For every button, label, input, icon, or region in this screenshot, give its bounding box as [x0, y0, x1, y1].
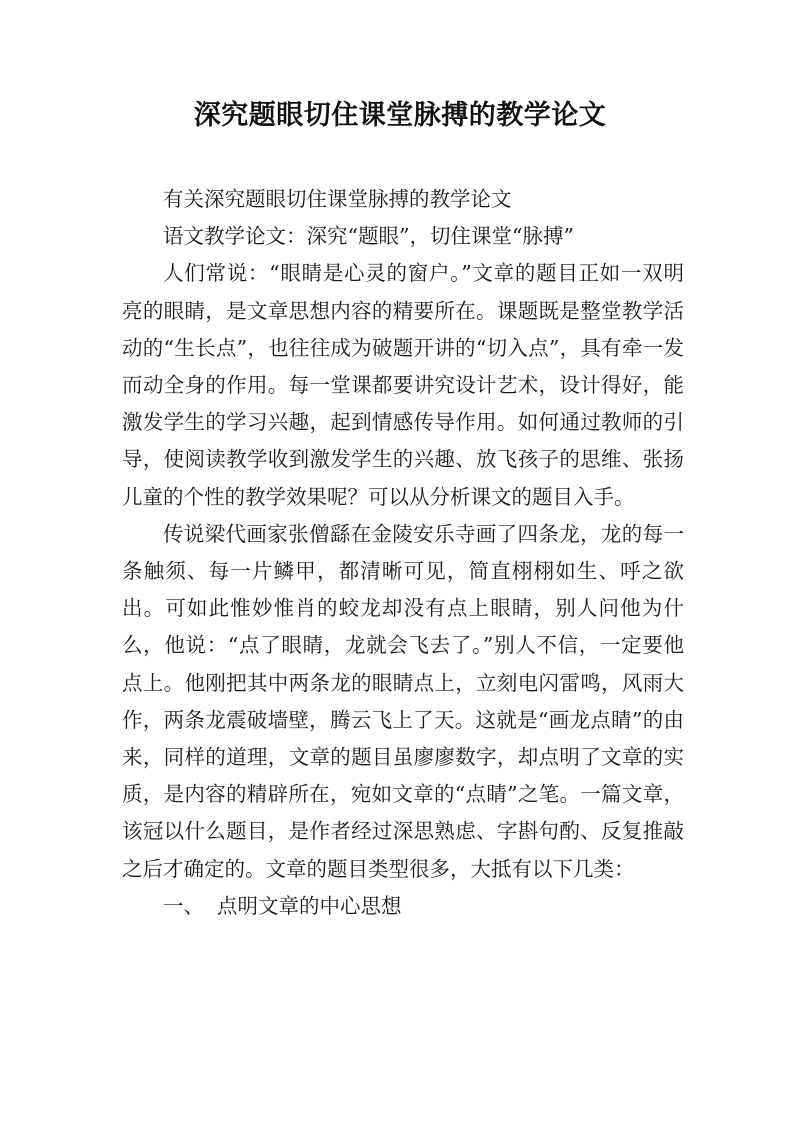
document-title: 深究题眼切住课堂脉搏的教学论文 — [193, 100, 607, 131]
paragraph-legend: 传说梁代画家张僧繇在金陵安乐寺画了四条龙，龙的每一条触须、每一片鳞甲，都清晰可见，简直栩栩如生、呼之欲出。可如此惟妙惟肖的蛟龙却没有点上眼睛，别人问他为什么，他说：“点了眼睛，龙就会飞去了。”别人不信，一定要他点上。他刚把其中两条龙的眼睛点上，立刻电闪雷鸣，风雨大作，两条龙震破墙壁，腾云飞上了天。这就是“画龙点睛”的由来，同样的道理，文章的题目虽廖廖数字，却点明了文章的实质，是内容的精辟所在，宛如文章的“点睛”之笔。一篇文章，该冠以什么题目，是作者经过深思熟虑、字斟句酌、反复推敲之后才确定的。文章的题目类型很多，大抵有以下几类： — [122, 521, 684, 881]
paragraph-category: 语文教学论文：深究“题眼”，切住课堂“脉搏” — [163, 224, 574, 249]
paragraph-intro: 人们常说：“眼睛是心灵的窗户。”文章的题目正如一双明亮的眼睛，是文章思想内容的精要所在。课题既是整堂教学活动的“生长点”，也往往成为破题开讲的“切入点”，具有牵一发而动全身的作用。每一堂课都要讲究设计艺术，设计得好，能激发学生的学习兴趣，起到情感传导作用。如何通过教师的引导，使阅读教学收到激发学生的兴趣、放飞孩子的思维、张扬儿童的个性的教学效果呢？可以从分析课文的题目入手。 — [122, 261, 684, 509]
paragraph-subtitle: 有关深究题眼切住课堂脉搏的教学论文 — [163, 187, 512, 211]
document-body — [122, 181, 684, 925]
section-heading: 一、 点明文章的中心思想 — [163, 893, 402, 918]
